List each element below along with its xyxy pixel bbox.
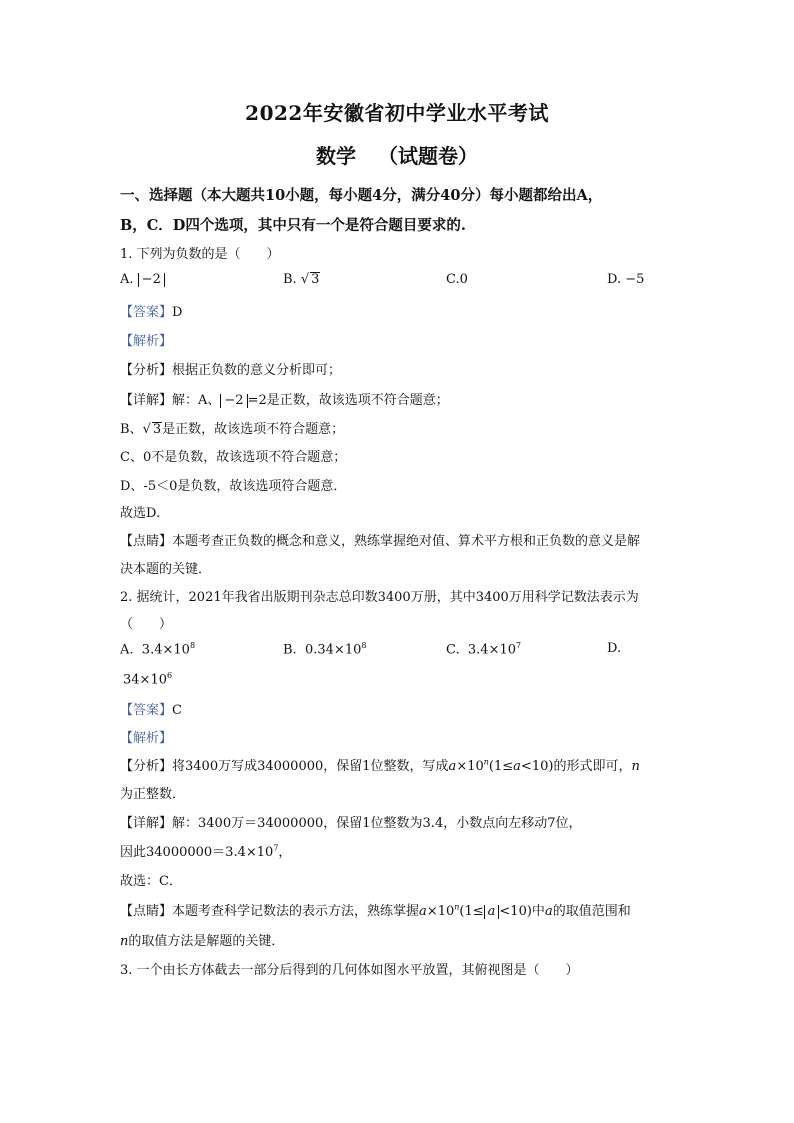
- q1-fenxi: 【分析】根据正负数的意义分析即可；: [120, 363, 342, 378]
- q2-detail-result: 因此$34000000=3.4\times 10^7$，: [120, 843, 292, 860]
- q2-fenxi-cont: 为正整数．: [120, 787, 186, 802]
- q2-fenxi: 【分析】将3400万写成34000000，保留1位整数，写成$a\times 10^n(1\le a<10)$的形式即可，n: [120, 757, 640, 774]
- question-2-stem-cont: （ ）: [120, 617, 173, 632]
- q2-option-a: A. $3.4\times 10^8$: [120, 641, 196, 658]
- q1-option-b: B. √ 3: [283, 272, 320, 287]
- q1-answer: 【答案】D: [120, 305, 183, 320]
- q1-detail-c: C、0不是负数，故该选项不符合题意；: [120, 450, 347, 465]
- question-2-stem: 2. 据统计，2021年我省出版期刊杂志总印数3400万册，其中3400万用科学记数法表示为: [120, 590, 639, 605]
- q2-analysis-tag: 【解析】: [120, 731, 173, 746]
- question-1-stem: 1. 下列为负数的是（ ）: [120, 247, 280, 262]
- q1-option-c: C.0: [446, 272, 468, 287]
- q1-option-d: D. −5: [607, 272, 645, 287]
- exam-subtitle: 数学 （试题卷）: [316, 144, 478, 168]
- q2-detail: 【详解】解：3400万＝34000000，保留1位整数为3.4，小数点向左移动7位，: [120, 816, 582, 831]
- section-heading-line2: B，C．D四个选项，其中只有一个是符合题目要求的.: [120, 217, 466, 234]
- q2-option-b: B. $0.34\times 10^8$: [283, 641, 367, 658]
- q2-answer: 【答案】C: [120, 703, 182, 718]
- q2-option-d-label: D.: [607, 641, 622, 656]
- q1-analysis-tag: 【解析】: [120, 334, 173, 349]
- q2-comment: 【点睛】本题考查科学记数法的表示方法，熟练掌握$a\times 10^n(1\le a <10)$中a的取值范围和: [120, 902, 631, 919]
- q1-choice: 故选D.: [120, 506, 161, 521]
- q1-option-a: A. −2: [120, 272, 165, 287]
- q1-detail-d: D、-5＜0是负数，故该选项符合题意．: [120, 479, 347, 494]
- question-3-stem: 3. 一个由长方体截去一部分后得到的几何体如图水平放置，其俯视图是（ ）: [120, 963, 579, 978]
- q1-detail: 【详解】解：A、 −2 =2是正数，故该选项不符合题意；: [120, 393, 449, 408]
- q1-comment-cont: 决本题的关键．: [120, 562, 212, 577]
- section-heading-line1: 一、选择题（本大题共10小题，每小题4分，满分40分）每小题都给出A，: [120, 187, 603, 204]
- q2-option-c: C. $3.4\times 10^7$: [446, 641, 522, 658]
- exam-title: 2022年安徽省初中学业水平考试: [245, 101, 549, 125]
- q2-comment-cont: n的取值方法是解题的关键．: [120, 934, 285, 949]
- q1-comment: 【点睛】本题考查正负数的概念和意义，熟练掌握绝对值、算术平方根和正负数的意义是解: [120, 534, 641, 549]
- q2-choice: 故选：C．: [120, 874, 182, 889]
- q2-option-d-value: $34\times 10^6$: [123, 671, 173, 688]
- q1-detail-b: B、√ 3是正数，故该选项不符合题意；: [120, 422, 345, 437]
